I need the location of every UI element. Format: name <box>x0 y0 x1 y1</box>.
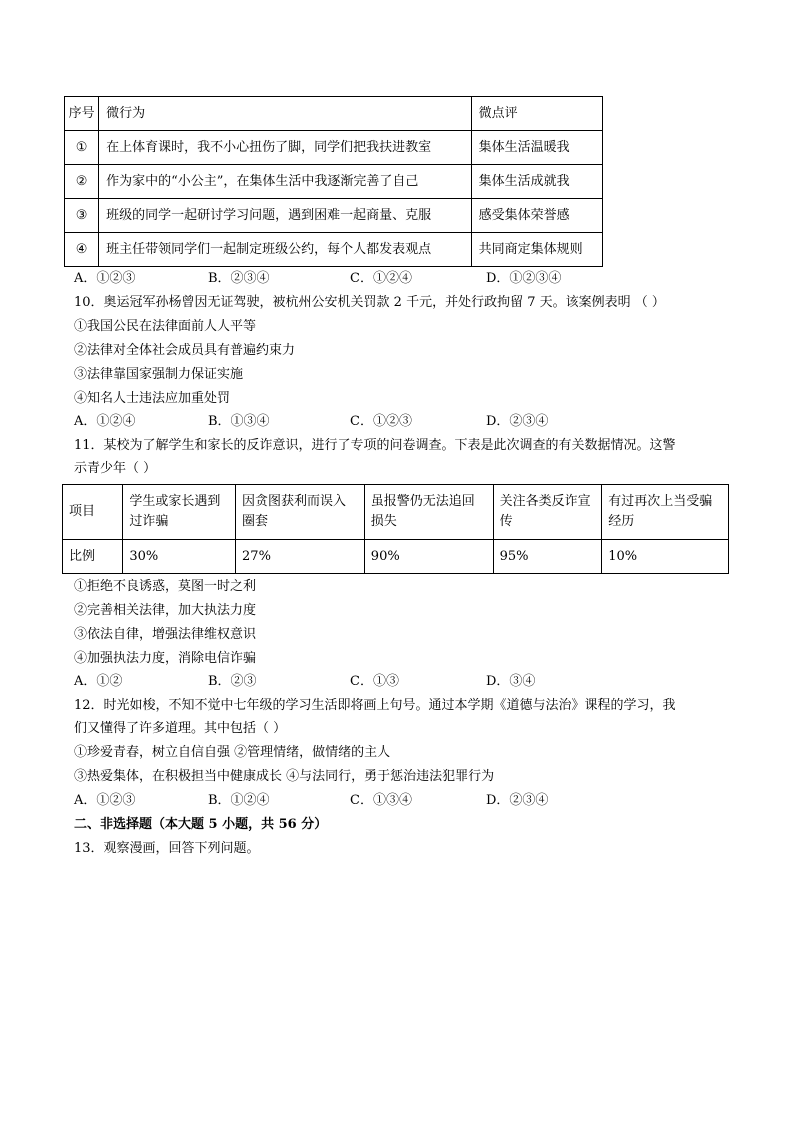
table-cell: 27% <box>236 540 365 574</box>
table-cell: ③ <box>65 199 99 233</box>
option-d: D．②③④ <box>486 414 549 429</box>
option-d: D．①②③④ <box>486 271 562 286</box>
section-title: 二、非选择题（本大题 5 小题，共 56 分） <box>74 817 328 832</box>
option-c: C．①③④ <box>350 793 412 808</box>
table-cell: ④ <box>65 233 99 267</box>
option-a: A．①②③ <box>74 793 136 808</box>
table-cell: 共同商定集体规则 <box>471 233 602 267</box>
table-cell: 作为家中的“小公主”，在集体生活中我逐渐完善了自己 <box>99 165 471 199</box>
table-cell: 班主任带领同学们一起制定班级公约，每个人都发表观点 <box>99 233 471 267</box>
q9-options <box>74 270 734 288</box>
option-d: D．②③④ <box>486 793 549 808</box>
option-b: B．①③④ <box>208 414 270 429</box>
table-header-row <box>63 485 729 540</box>
table-cell: 集体生活成就我 <box>471 165 602 199</box>
q10-item: ③法律靠国家强制力保证实施 <box>74 367 244 382</box>
q10-item: ①我国公民在法律面前人人平等 <box>74 319 257 334</box>
table-cell: 30% <box>123 540 236 574</box>
option-d: D．③④ <box>486 674 536 689</box>
header-cell: 学生或家长遇到过诈骗 <box>123 485 236 540</box>
table-row <box>63 540 729 574</box>
table-row <box>65 131 603 165</box>
q13-stem: 13．观察漫画，回答下列问题。 <box>74 841 260 856</box>
header-cell: 序号 <box>65 97 99 131</box>
header-cell: 微行为 <box>99 97 471 131</box>
q11-item: ①拒绝不良诱惑，莫图一时之利 <box>74 579 257 594</box>
header-cell: 因贪图获利而误入圈套 <box>236 485 365 540</box>
table-cell: 90% <box>364 540 493 574</box>
survey-table <box>62 484 729 574</box>
table-cell: 10% <box>602 540 729 574</box>
table-row <box>65 233 603 267</box>
table-cell: 比例 <box>63 540 123 574</box>
q11-options <box>74 673 734 691</box>
q12-stem: 们又懂得了许多道理。其中包括（ ） <box>74 721 287 736</box>
q11-item: ③依法自律，增强法律维权意识 <box>74 627 257 642</box>
q10-item: ②法律对全体社会成员具有普遍约束力 <box>74 343 296 358</box>
table-cell: ② <box>65 165 99 199</box>
table-cell: 95% <box>493 540 602 574</box>
header-cell: 关注各类反诈宣传 <box>493 485 602 540</box>
option-a: A．①② <box>74 674 123 689</box>
table-cell: ① <box>65 131 99 165</box>
option-b: B．②③④ <box>208 271 270 286</box>
table-cell: 感受集体荣誉感 <box>471 199 602 233</box>
option-c: C．①③ <box>350 674 399 689</box>
option-c: C．①②③ <box>350 414 412 429</box>
header-cell: 有过再次上当受骗经历 <box>602 485 729 540</box>
q10-stem: 10．奥运冠军孙杨曾因无证驾驶，被杭州公安机关罚款 2 千元，并处行政拘留 7 天。该案例表明 （ ） <box>74 295 665 310</box>
table-cell: 在上体育课时，我不小心扭伤了脚，同学们把我扶进教室 <box>99 131 471 165</box>
option-a: A．①②③ <box>74 271 136 286</box>
table-cell: 集体生活温暖我 <box>471 131 602 165</box>
header-cell: 微点评 <box>471 97 602 131</box>
q11-item: ②完善相关法律，加大执法力度 <box>74 603 257 618</box>
option-a: A．①②④ <box>74 414 136 429</box>
header-cell: 项目 <box>63 485 123 540</box>
option-b: B．①②④ <box>208 793 270 808</box>
option-c: C．①②④ <box>350 271 412 286</box>
q12-stem: 12．时光如梭，不知不觉中七年级的学习生活即将画上句号。通过本学期《道德与法治》课程的学习，我 <box>74 698 676 713</box>
q11-item: ④加强执法力度，消除电信诈骗 <box>74 651 257 666</box>
q12-items: ①珍爱青春，树立自信自强 ②管理情绪，做情绪的主人 <box>74 745 391 760</box>
q10-item: ④知名人士违法应加重处罚 <box>74 391 231 406</box>
header-cell: 虽报警仍无法追回损失 <box>364 485 493 540</box>
behavior-table <box>64 96 603 267</box>
table-header-row <box>65 97 603 131</box>
option-b: B．②③ <box>208 674 257 689</box>
table-row <box>65 165 603 199</box>
q12-items: ③热爱集体，在积极担当中健康成长 ④与法同行，勇于惩治违法犯罪行为 <box>74 769 495 784</box>
q11-stem: 示青少年（ ） <box>74 461 157 476</box>
table-cell: 班级的同学一起研讨学习问题，遇到困难一起商量、克服 <box>99 199 471 233</box>
q11-stem: 11．某校为了解学生和家长的反诈意识，进行了专项的问卷调查。下表是此次调查的有关数据情况。这警 <box>74 438 676 453</box>
table-row <box>65 199 603 233</box>
q10-options <box>74 413 734 431</box>
q12-options <box>74 792 734 810</box>
